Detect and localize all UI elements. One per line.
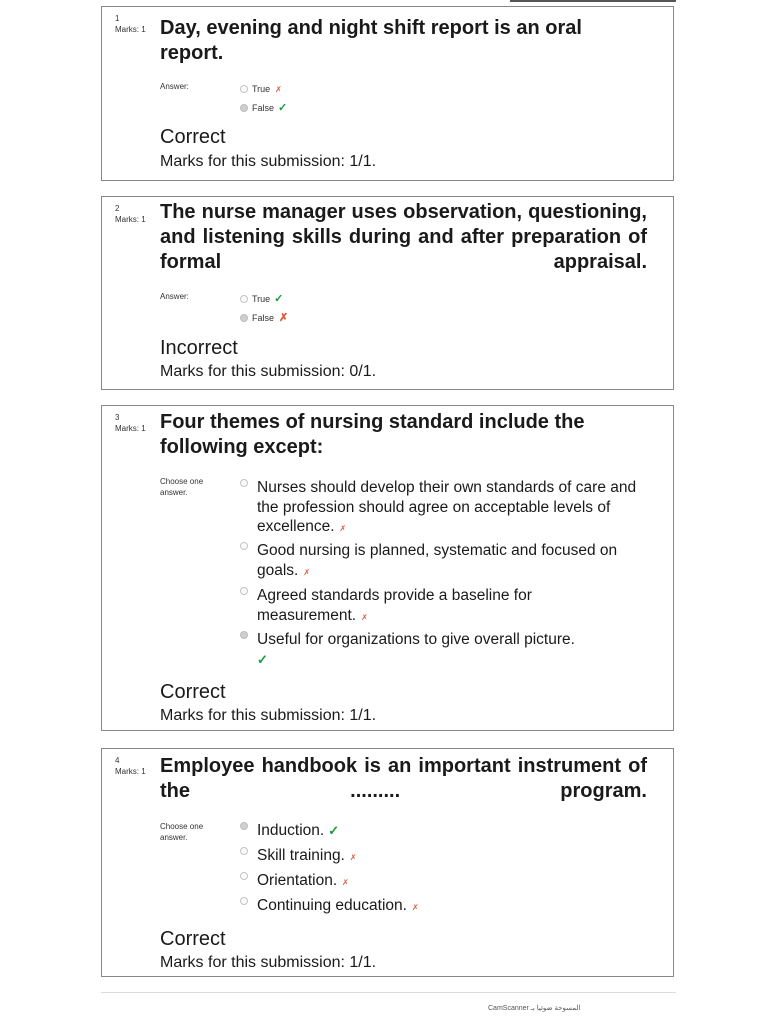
- answer-label: Answer:: [160, 292, 189, 301]
- question-marks: Marks: 1: [115, 767, 146, 776]
- cross-icon: ✗: [411, 903, 419, 912]
- check-icon: ✓: [328, 823, 340, 838]
- radio-button[interactable]: [240, 872, 248, 880]
- option-label: Induction. ✓: [257, 822, 340, 839]
- result-status: Correct: [160, 928, 226, 950]
- answer-label: Choose one answer.: [160, 822, 204, 842]
- cross-icon: ✗: [339, 524, 347, 533]
- option-label: Continuing education. ✗: [257, 897, 419, 914]
- submission-marks: Marks for this submission: 0/1.: [160, 363, 377, 380]
- answer-label: Answer:: [160, 82, 189, 91]
- option-2[interactable]: [240, 541, 643, 582]
- question-number: 1: [115, 14, 120, 23]
- radio-button[interactable]: [240, 295, 248, 303]
- question-text: The nurse manager uses observation, questioning, and listening skills during and after preparation of formal appraisal.: [160, 201, 647, 273]
- option-label: Skill training. ✗: [257, 847, 357, 864]
- radio-button[interactable]: [240, 479, 248, 487]
- option-true[interactable]: [240, 83, 643, 96]
- submission-marks: Marks for this submission: 1/1.: [160, 707, 377, 724]
- option-label: True ✓: [252, 293, 284, 305]
- question-marks: Marks: 1: [115, 215, 146, 224]
- option-false[interactable]: [240, 312, 643, 325]
- check-icon: ✓: [274, 293, 284, 305]
- cross-icon: ✗: [349, 853, 357, 862]
- option-label: False ✗: [252, 312, 289, 324]
- option-label: Agreed standards provide a baseline for measurement. ✗: [257, 587, 532, 624]
- result-status: Correct: [160, 681, 226, 703]
- check-icon: ✓: [257, 651, 268, 667]
- question-number: 3: [115, 413, 120, 422]
- cross-icon: ✗: [361, 612, 368, 622]
- radio-button[interactable]: [240, 897, 248, 905]
- radio-button-selected[interactable]: [240, 314, 248, 322]
- answer-label: Choose one answer.: [160, 477, 204, 497]
- radio-button-selected[interactable]: [240, 104, 248, 112]
- result-status: Incorrect: [160, 337, 238, 359]
- option-label: False ✓: [252, 102, 288, 114]
- footer-divider: [101, 992, 676, 993]
- question-2: [101, 196, 674, 390]
- question-info: [115, 13, 146, 35]
- question-4: [101, 748, 674, 977]
- radio-button-selected[interactable]: [240, 631, 248, 639]
- camscanner-watermark: CamScanner المسوحة ضوئيا بـ: [488, 1005, 581, 1012]
- question-text: Four themes of nursing standard include the following except:: [160, 411, 585, 458]
- question-text: Employee handbook is an important instrument of the ......... program.: [160, 755, 647, 802]
- question-number: 2: [115, 204, 120, 213]
- option-label: Good nursing is planned, systematic and focused on goals. ✗: [257, 542, 618, 579]
- option-label: True ✗: [252, 84, 282, 94]
- cross-icon: ✗: [303, 567, 311, 577]
- option-1[interactable]: [240, 478, 643, 539]
- question-marks: Marks: 1: [115, 424, 146, 433]
- check-icon: ✓: [278, 102, 288, 114]
- option-2[interactable]: [240, 846, 643, 868]
- option-3[interactable]: [240, 586, 643, 627]
- cross-icon: ✗: [279, 312, 289, 324]
- question-info: [115, 755, 146, 777]
- cross-icon: ✗: [342, 878, 349, 887]
- question-text: Day, evening and night shift report is an oral report.: [160, 17, 582, 64]
- radio-button[interactable]: [240, 847, 248, 855]
- radio-button[interactable]: [240, 587, 248, 595]
- submission-marks: Marks for this submission: 1/1.: [160, 954, 377, 971]
- cross-icon: ✗: [275, 85, 282, 94]
- question-info: [115, 203, 146, 225]
- option-true[interactable]: [240, 293, 643, 306]
- radio-button[interactable]: [240, 542, 248, 550]
- option-false[interactable]: [240, 102, 643, 115]
- result-status: Correct: [160, 126, 226, 148]
- option-label: Useful for organizations to give overall picture. ✓: [257, 631, 575, 667]
- option-1[interactable]: [240, 821, 643, 841]
- top-edge-line: [510, 0, 676, 2]
- option-4[interactable]: [240, 630, 643, 669]
- option-4[interactable]: [240, 896, 643, 918]
- question-1: [101, 6, 674, 181]
- option-label: Orientation. ✗: [257, 872, 349, 889]
- radio-button[interactable]: [240, 85, 248, 93]
- question-marks: Marks: 1: [115, 25, 146, 34]
- submission-marks: Marks for this submission: 1/1.: [160, 153, 377, 170]
- option-label: Nurses should develop their own standards of care and the profession should agree on acceptable levels of excellence. ✗: [257, 479, 637, 535]
- question-info: [115, 412, 146, 434]
- question-3: [101, 405, 674, 731]
- radio-button-selected[interactable]: [240, 822, 248, 830]
- option-3[interactable]: [240, 871, 643, 893]
- question-number: 4: [115, 756, 120, 765]
